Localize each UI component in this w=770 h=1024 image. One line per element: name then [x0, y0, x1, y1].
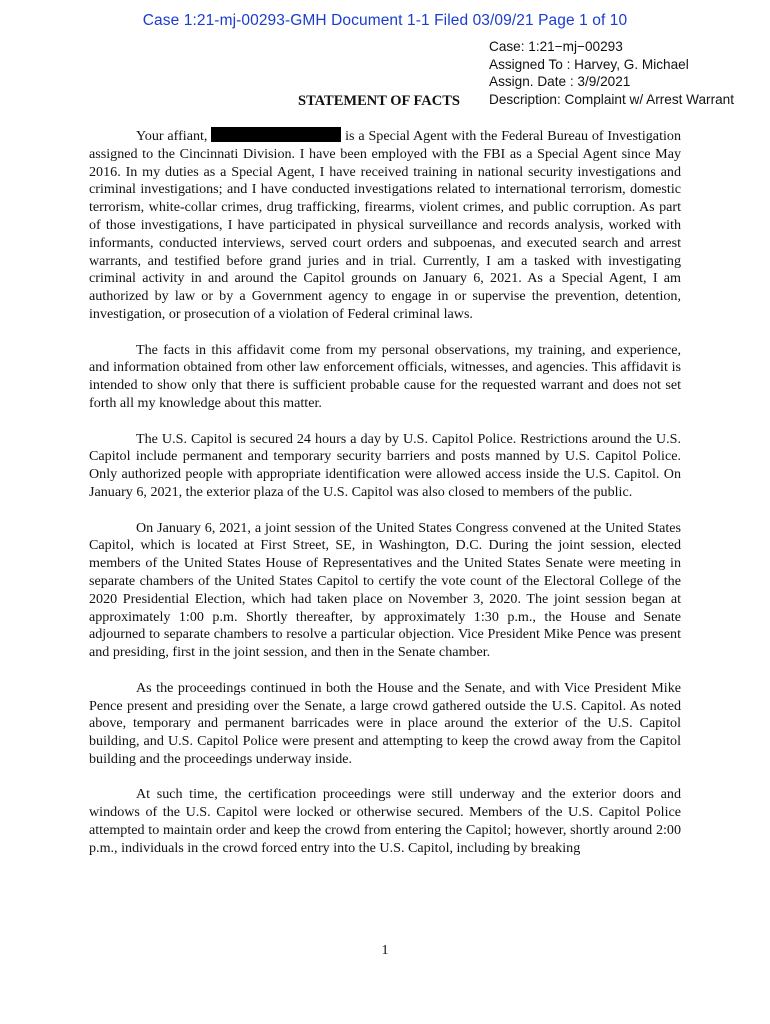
paragraph-joint-session: On January 6, 2021, a joint session of the United States Congress convened at the United States Capitol, which is located at First Street, SE, in Washington, D.C. During the joint session, elected members of the United States House of Representatives and the United States Senate were meeting in separate chambers of the United States Capitol to certify the vote count of the Electoral College of the 2020 Presidential Election, which had taken place on November 3, 2020. The joint session began at approximately 1:00 p.m. Shortly thereafter, by approximately 1:30 p.m., the House and Senate adjourned to separate chambers to resolve a particular objection. Vice President Mike Pence was present and presiding, first in the joint session, and then in the Senate chamber. [89, 519, 681, 661]
page-number: 1 [381, 943, 389, 958]
paragraph-affiant [89, 127, 681, 324]
case-assignment-block [489, 38, 734, 108]
case-number: Case: 1:21−mj−00293 [489, 39, 623, 54]
paragraph-forced-entry: At such time, the certification proceedings were still underway and the exterior doors and windows of the U.S. Capitol were locked or otherwise secured. Members of the U.S. Capitol Police attempted to maintain order and keep the crowd from entering the Capitol; however, shortly around 2:00 p.m., individuals in the crowd forced entry into the U.S. Capitol, including by breaking [89, 786, 681, 856]
assigned-judge: Assigned To : Harvey, G. Michael [489, 56, 689, 72]
paragraph-facts-source: The facts in this affidavit come from my personal observations, my training, and experience, and information obtained from other law enforcement officials, witnesses, and agencies. This affidavit is intended to show only that there is sufficient probable cause for the requested warrant and does not set forth all my knowledge about this matter. [89, 341, 681, 411]
paragraph-affiant-start: Your affiant, [136, 128, 208, 144]
document-body [89, 127, 681, 875]
paragraph-capitol-security: The U.S. Capitol is secured 24 hours a day by U.S. Capitol Police. Restrictions around the U.S. Capitol include permanent and temporary security barriers and posts manned by U.S. Capitol Police. Only authorized people with appropriate identification were allowed access inside the U.S. Capitol. On January 6, 2021, the exterior plaza of the U.S. Capitol was also closed to members of the public. [89, 430, 681, 500]
assign-date: Assign. Date : 3/9/2021 [489, 74, 631, 90]
redaction-box [211, 127, 341, 142]
case-description: Description: Complaint w/ Arrest Warrant [489, 91, 735, 107]
paragraph-affiant-rest: is a Special Agent with the Federal Bureau of Investigation assigned to the Cincinnati Division. I have been employed with the FBI as a Special Agent since May 2016. In my duties as a Special Agent, I have received training in national security investigations and criminal investigations; and I have conducted investigations related to international terrorism, domestic terrorism, white-collar crimes, drug trafficking, firearms, violent crimes, and public corruption. As part of those investigations, I have participated in physical surveillance and records analysis, worked with informants, conducted interviews, served court orders and subpoenas, and executed search and arrest warrants, and testified before grand juries and in trial. Currently, I am a tasked with investigating criminal activity in and around the Capitol grounds on January 6, 2021. As a Special Agent, I am authorized by law or by a Government agency to engage in or supervise the prevention, detention, investigation, or prosecution of a violation of Federal criminal laws. [89, 128, 681, 322]
ecf-header-stamp: Case 1:21-mj-00293-GMH Document 1-1 Filed 03/09/21 Page 1 of 10 [142, 12, 628, 29]
document-title: STATEMENT OF FACTS [298, 93, 460, 109]
paragraph-crowd: As the proceedings continued in both the House and the Senate, and with Vice President Mike Pence present and presiding over the Senate, a large crowd gathered outside the U.S. Capitol. As noted above, temporary and permanent barricades were in place around the exterior of the U.S. Capitol building, and U.S. Capitol Police were present and attempting to keep the crowd away from the Capitol building and the proceedings underway inside. [89, 679, 681, 767]
